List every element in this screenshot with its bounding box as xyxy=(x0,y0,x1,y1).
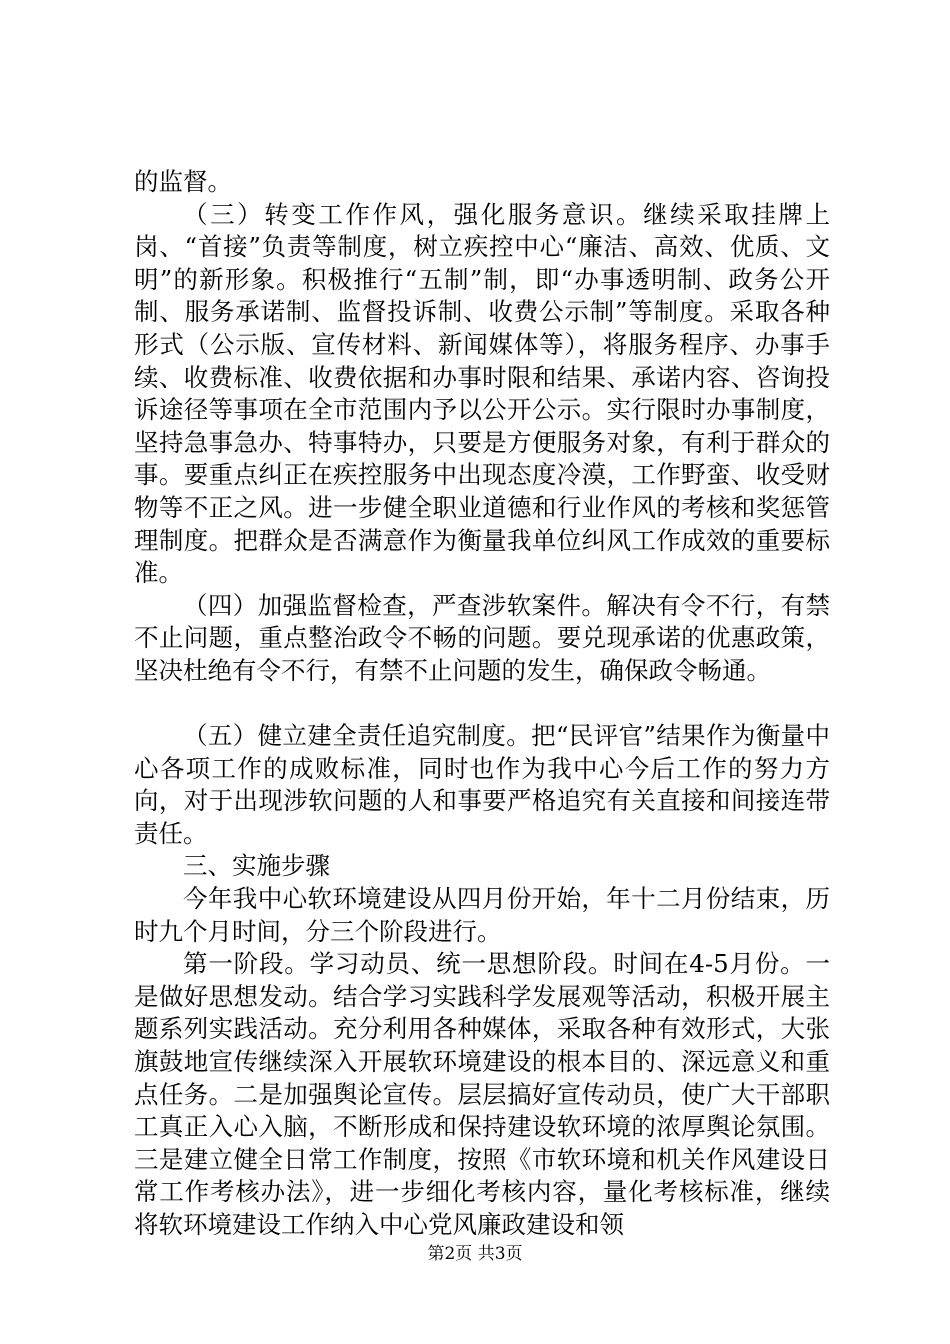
blank-line xyxy=(134,688,830,721)
paragraph-section-4: （四）加强监督检查，严查涉软案件。解决有令不行，有禁不止问题，重点整治政令不畅的问题。要兑现承诺的优惠政策，坚决杜绝有令不行，有禁不止问题的发生，确保政令畅通。 xyxy=(134,590,830,685)
paragraph-phase-1: 第一阶段。学习动员、统一思想阶段。时间在4-5月份。一是做好思想发动。结合学习实践科学发展观等活动，积极开展主题系列实践活动。充分利用各种媒体，采取各种有效形式，大张旗鼓地宣传继续深入开展软环境建设的根本目的、深远意义和重点任务。二是加强舆论宣传。层层搞好宣传动员，使广大干部职工真正入心入脑，不断形成和保持建设软环境的浓厚舆论氛围。三是建立健全日常工作制度，按照《市软环境和机关作风建设日常工作考核办法》，进一步细化考核内容，量化考核标准，继续将软环境建设工作纳入中心党风廉政建设和领 xyxy=(134,949,830,1239)
section-heading-implementation-steps: 三、实施步骤 xyxy=(183,851,330,881)
paragraph-section-5: （五）健立建全责任追究制度。把“民评官”结果作为衡量中心各项工作的成败标准，同时也作为我中心今后工作的努力方向，对于出现涉软问题的人和事要严格追究有关直接和间接连带责任。 xyxy=(134,721,830,848)
paragraph-continuation: 的监督。 xyxy=(134,167,232,196)
document-body xyxy=(134,166,830,1242)
paragraph-section-3: （三）转变工作作风，强化服务意识。继续采取挂牌上岗、“首接”负责等制度，树立疾控中心“廉洁、高效、优质、文明”的新形象。积极推行“五制”制，即“办事透明制、政务公开制、服务承诺制、监督投诉制、收费公示制”等制度。采取各种形式（公示版、宣传材料、新闻媒体等），将服务程序、办事手续、收费标准、收费依据和办事时限和结果、承诺内容、咨询投诉途径等事项在全市范围内予以公开公示。实行限时办事制度，坚持急事急办、特事特办，只要是方便服务对象，有利于群众的事。要重点纠正在疾控服务中出现态度冷漠，工作野蛮、收受财物等不正之风。进一步健全职业道德和行业作风的考核和奖惩管理制度。把群众是否满意作为衡量我单位纠风工作成效的重要标准。 xyxy=(134,199,830,588)
page-footer: 第2页 共3页 xyxy=(427,1244,523,1264)
paragraph-timeline: 今年我中心软环境建设从四月份开始，年十二月份结束，历时九个月时间，分三个阶段进行。 xyxy=(134,884,830,946)
